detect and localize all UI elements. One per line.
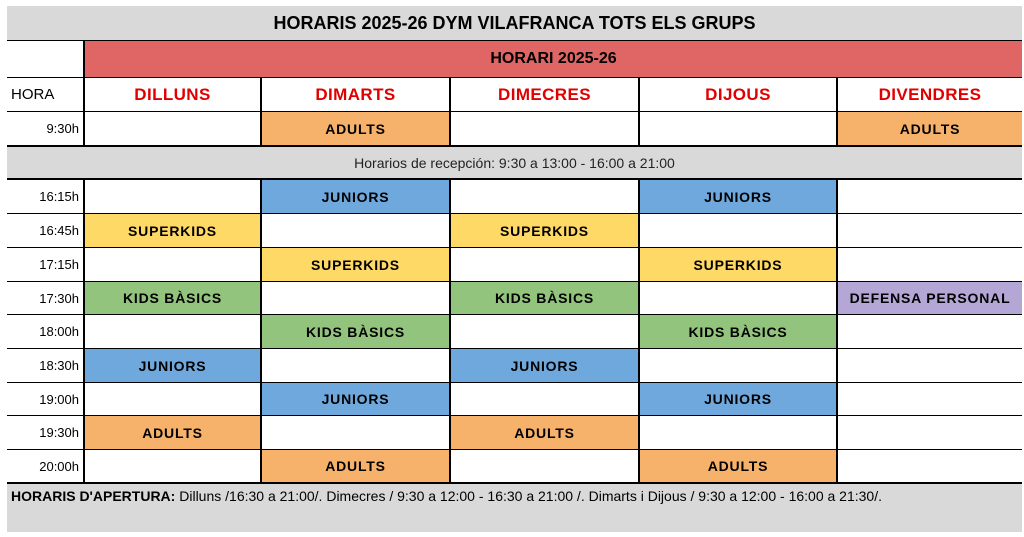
class-slot: DEFENSA PERSONAL (838, 282, 1022, 314)
time-label: 19:00h (7, 383, 83, 415)
empty-slot (451, 450, 638, 482)
page-title: HORARIS 2025-26 DYM VILAFRANCA TOTS ELS GRUPS (7, 6, 1022, 40)
empty-slot (85, 248, 260, 281)
empty-slot (640, 112, 836, 145)
time-label: 16:45h (7, 214, 83, 247)
schedule-banner: HORARI 2025-26 (85, 41, 1022, 77)
empty-slot (451, 112, 638, 145)
empty-slot (262, 214, 449, 247)
empty-slot (838, 450, 1022, 482)
class-slot: ADULTS (262, 112, 449, 145)
empty-slot (838, 416, 1022, 449)
time-label: 17:30h (7, 282, 83, 314)
class-slot: ADULTS (451, 416, 638, 449)
empty-slot (838, 349, 1022, 382)
empty-slot (262, 349, 449, 382)
class-slot: ADULTS (838, 112, 1022, 145)
empty-slot (85, 450, 260, 482)
class-slot: JUNIORS (85, 349, 260, 382)
empty-slot (451, 383, 638, 415)
time-label: 16:15h (7, 180, 83, 213)
empty-slot (451, 248, 638, 281)
class-slot: KIDS BÀSICS (451, 282, 638, 314)
empty-slot (85, 112, 260, 145)
empty-slot (640, 214, 836, 247)
empty-slot (838, 180, 1022, 213)
schedule-sheet (7, 6, 1022, 532)
time-label: 20:00h (7, 450, 83, 482)
class-slot: KIDS BÀSICS (85, 282, 260, 314)
hora-header: HORA (7, 78, 83, 111)
class-slot: KIDS BÀSICS (262, 315, 449, 348)
empty-slot (640, 416, 836, 449)
empty-slot (85, 383, 260, 415)
opening-hours-label: HORARIS D'APERTURA: (11, 488, 176, 504)
class-slot: ADULTS (640, 450, 836, 482)
empty-slot (262, 282, 449, 314)
empty-slot (838, 214, 1022, 247)
time-label: 17:15h (7, 248, 83, 281)
class-slot: KIDS BÀSICS (640, 315, 836, 348)
day-header-dimecres: DIMECRES (451, 78, 638, 111)
class-slot: ADULTS (85, 416, 260, 449)
class-slot: SUPERKIDS (451, 214, 638, 247)
day-header-dimarts: DIMARTS (262, 78, 449, 111)
class-slot: JUNIORS (640, 180, 836, 213)
empty-slot (838, 383, 1022, 415)
empty-slot (451, 180, 638, 213)
time-label: 9:30h (7, 112, 83, 145)
opening-hours-footer (7, 484, 1022, 532)
opening-hours-text: Dilluns /16:30 a 21:00/. Dimecres / 9:30 a 12:00 - 16:30 a 21:00 /. Dimarts i Dijous / 9:30 a 12:00 - 16:00 a 21:30/. (175, 488, 882, 504)
empty-slot (262, 416, 449, 449)
class-slot: JUNIORS (640, 383, 836, 415)
empty-slot (85, 315, 260, 348)
time-label: 19:30h (7, 416, 83, 449)
empty-slot (838, 248, 1022, 281)
time-label: 18:00h (7, 315, 83, 348)
class-slot: ADULTS (262, 450, 449, 482)
day-header-divendres: DIVENDRES (838, 78, 1022, 111)
class-slot: SUPERKIDS (85, 214, 260, 247)
class-slot: JUNIORS (451, 349, 638, 382)
class-slot: SUPERKIDS (640, 248, 836, 281)
empty-slot (838, 315, 1022, 348)
corner-cell (7, 41, 83, 77)
empty-slot (640, 282, 836, 314)
empty-slot (451, 315, 638, 348)
class-slot: JUNIORS (262, 180, 449, 213)
day-header-dijous: DIJOUS (640, 78, 836, 111)
reception-hours: Horarios de recepción: 9:30 a 13:00 - 16:00 a 21:00 (7, 147, 1022, 178)
class-slot: SUPERKIDS (262, 248, 449, 281)
day-header-dilluns: DILLUNS (85, 78, 260, 111)
class-slot: JUNIORS (262, 383, 449, 415)
empty-slot (85, 180, 260, 213)
time-label: 18:30h (7, 349, 83, 382)
empty-slot (640, 349, 836, 382)
